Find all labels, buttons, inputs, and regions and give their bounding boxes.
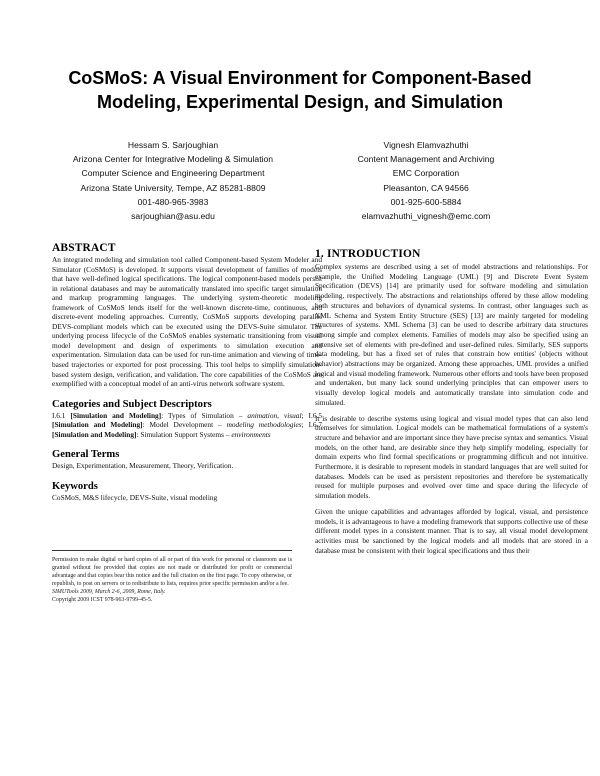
author-phone: 001-480-965-3983 [137, 196, 209, 207]
author-email: elamvazhuthi_vignesh@emc.com [361, 211, 491, 222]
author-affiliation: EMC Corporation [392, 168, 460, 179]
category-code: ; I.6.5 [301, 410, 323, 420]
author-affiliation: Pleasanton, CA 94566 [383, 182, 469, 193]
title-line: Modeling, Experimental Design, and Simulation [96, 92, 504, 112]
abstract-text: An integrated modeling and simulation tool called Component-based System Modeler and Simulator (CoSMoS) is developed. It supports visual development of families of models that have well-defined logical specifications. The logical component-based models persist in relational databases and may be automatically translated into specific target simulation and markup programming languages. The underlying system-theoretic modeling framework of CoSMoS lends itself for the well-known discrete-time, continuous, and discrete-event modeling approaches. Currently, CoSMoS supports developing parallel DEVS-compliant models which can be executed using the DEVS-Suite simulator. The underlying process lifecycle of the CoSMoS enables systematic transitioning from visual model development and design of experiments to simulation execution and experimentation. Simulation data can be used for run-time animation and viewing of time-based trajectories or exported for post processing. This tool helps to simplify simulation-based system design, verification, and validation. The core capabilities of the CoSMoS are exemplified with a conceptual model of an anti-virus network software system. [52, 255, 322, 389]
author-affiliation: Content Management and Archiving [357, 154, 495, 165]
intro-paragraph-2: It is desirable to describe systems using logical and visual model types that can also lend themselves for simulation. Logical models can be mathematical formulations of a system's structure and behavior and are important since they have precise syntax and semantics. Visual models, on the other hand, are desirable since they help simplify modeling, especially for domain experts who find formal specifications or programming difficult and not intuitive. Furthermore, it is desirable to represent models in standard languages that are well suited for databases. Models can be used as persistent repositories and therefore be systematically reused for multiple purposes and evolved over time and space during the lifecycle of simulation models. [315, 414, 588, 501]
abstract-heading: ABSTRACT [52, 242, 116, 254]
keywords-text: CoSMoS, M&S lifecycle, DEVS-Suite, visual modeling [52, 492, 218, 502]
category-code: ; I.6.7 [301, 420, 323, 430]
category-topic: animation, visual [247, 410, 302, 420]
paper-title [40, 66, 560, 114]
author-block-2 [300, 138, 552, 223]
category-desc: : Types of Simulation – [161, 410, 248, 420]
author-name: Hessam S. Sarjoughian [127, 140, 219, 150]
author-affiliation: Arizona State University, Tempe, AZ 85281-8809 [80, 182, 266, 193]
category-label: [Simulation and Modeling] [70, 410, 162, 420]
author-block-1 [48, 138, 298, 223]
category-topic: environments [231, 429, 271, 439]
intro-paragraph-3: Given the unique capabilities and advantages afforded by logical, visual, and persistence models, it is advantageous to have a modeling framework that supports collective use of these different model types in a consistent manner. That is to say, all visual model development activities must be sanctioned by the logical models and all models that are stored in a database must be consistent with their logical specifications and thus their [315, 507, 588, 555]
general-terms-heading: General Terms [52, 449, 120, 461]
category-desc: : Model Development – [142, 420, 227, 430]
author-name: Vignesh Elamvazhuthi [383, 140, 469, 150]
category-desc: : Simulation Support Systems – [136, 429, 232, 439]
categories-heading: Categories and Subject Descriptors [52, 398, 212, 410]
author-affiliation: Computer Science and Engineering Department [81, 168, 265, 179]
right-column [315, 247, 588, 562]
category-label: [Simulation and Modeling] [52, 420, 143, 430]
left-column [52, 241, 322, 502]
category-label: [Simulation and Modeling] [52, 429, 137, 439]
category-code: I.6.1 [52, 410, 66, 420]
category-topic: modeling methodologies [226, 420, 302, 430]
title-line: CoSMoS: A Visual Environment for Component-Based [68, 68, 532, 88]
author-phone: 001-925-600-5884 [390, 196, 462, 207]
categories-text [52, 411, 322, 440]
venue-line: SIMUTools 2009, March 2-6, 2009, Rome, Italy. [52, 588, 166, 595]
introduction-heading: 1. INTRODUCTION [315, 248, 421, 260]
general-terms-text: Design, Experimentation, Measurement, Theory, Verification. [52, 461, 234, 471]
author-affiliation: Arizona Center for Integrative Modeling & Simulation [72, 154, 274, 165]
keywords-heading: Keywords [52, 480, 98, 492]
permission-notice [52, 550, 292, 604]
intro-paragraph-1: Complex systems are described using a set of model abstractions and relationships. For example, the Unified Modeling Language (UML) [9] and Discrete Event System Specification (DEVS) [14] are primarily used for software modeling and simulation modeling, respectively. The abstractions and relationships offered by these allow modeling both structures and behaviors of dynamical systems. In contrast, other languages such as XML Schema and System Entity Structure (SES) [13] are mainly targeted for modeling structures of systems. XML Schema [3] can be used to describe arbitrary data structures among simple and complex elements. Families of models may also be specified using an extensive set of elements with pre-defined and user-defined rules. Similarly, SES supports data modeling, but has a fixed set of rules that constrain how entities' (objects without behavior) abstractions may be organized. Among these approaches, UML provides a unified logical and visual modeling framework. Numerous other efforts and tools have been proposed and undertaken, but many lack sound underlying principles that can empower users to visually develop logical models and automatically translate into simulation code and simulated. [315, 263, 588, 407]
copyright-line: Copyright 2009 ICST 978-963-9799-45-5. [52, 596, 153, 603]
permission-text: Permission to make digital or hard copies of all or part of this work for personal or classroom use is granted without fee provided that copies are not made or distributed for profit or commercial advantage and that copies bear this notice and the full citation on the first page. To copy otherwise, or republish, to post on servers or to redistribute to lists, requires prior specific permission and/or a fee. [52, 557, 292, 587]
author-email: sarjoughian@asu.edu [131, 211, 215, 222]
